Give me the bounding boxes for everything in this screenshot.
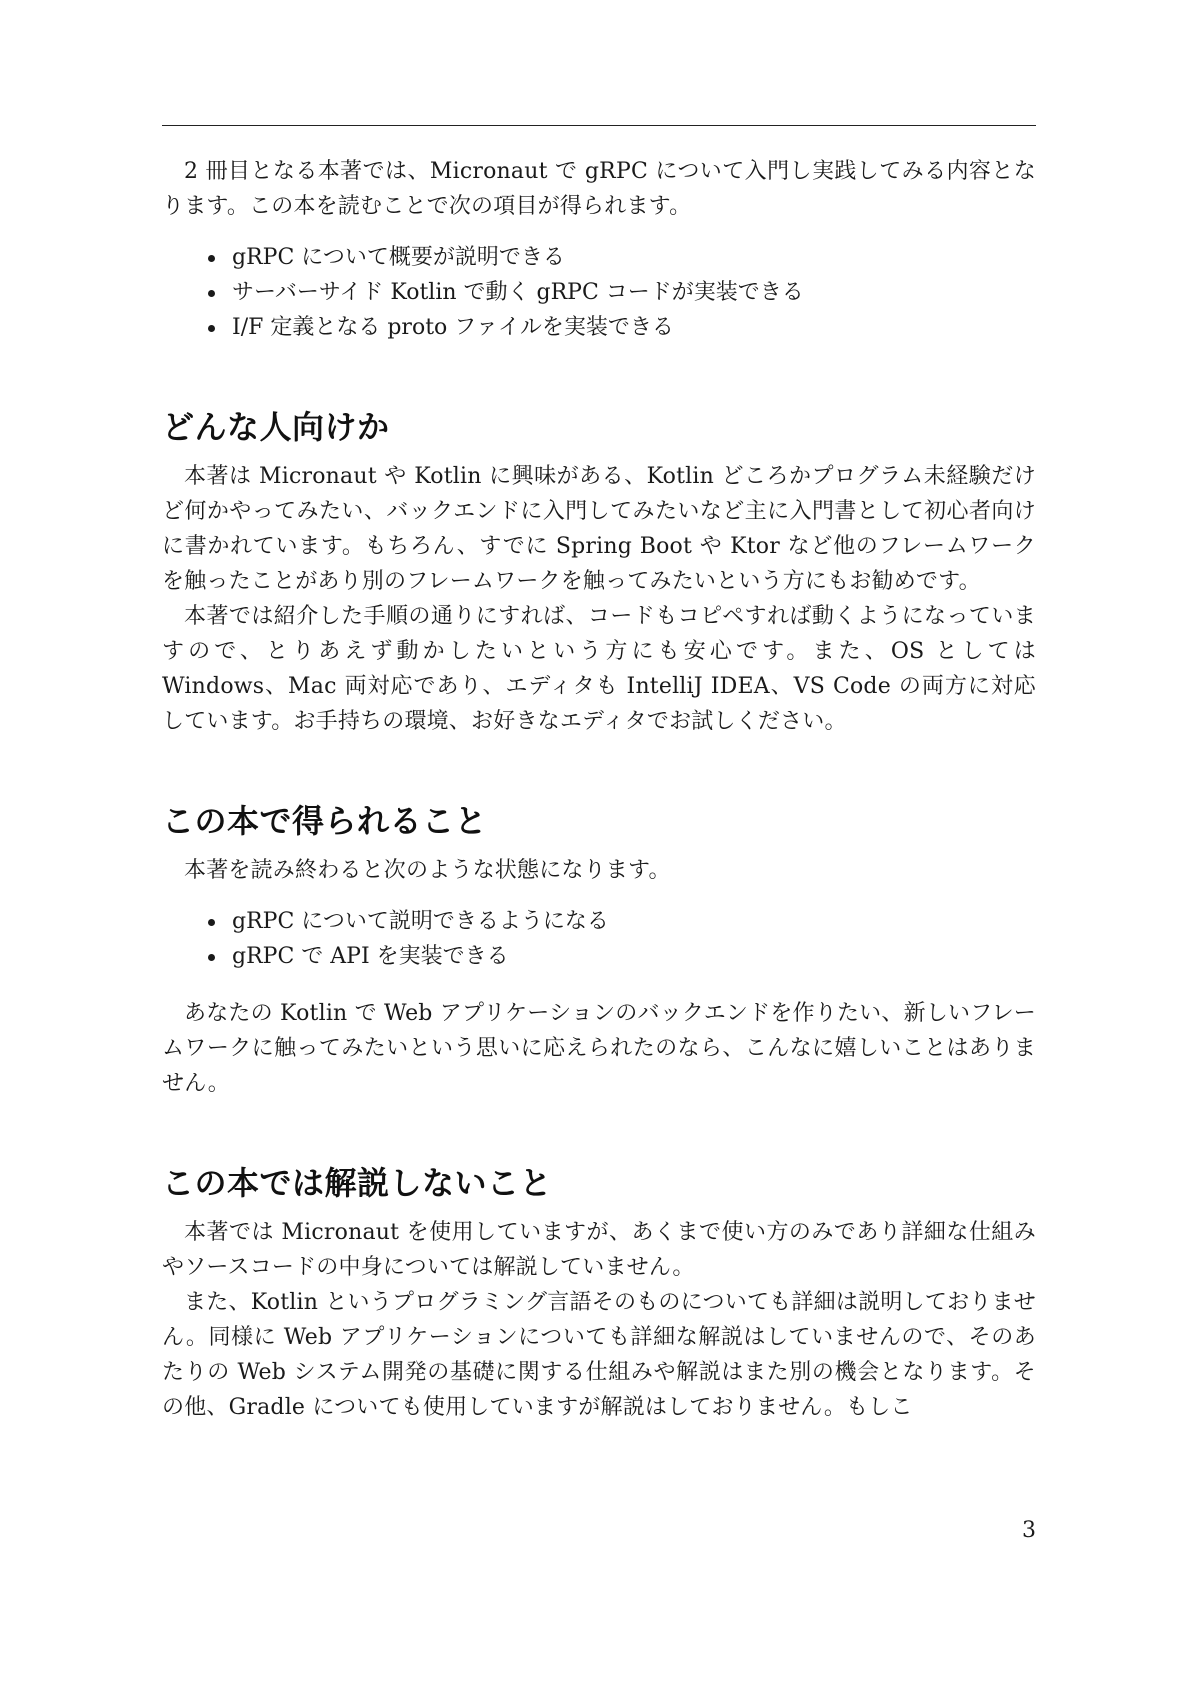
gains-closing-paragraph: あなたの Kotlin で Web アプリケーションのバックエンドを作りたい、新しいフレームワークに触ってみたいという思いに応えられたのなら、こんなに嬉しいことはありません。: [162, 1001, 1036, 1096]
document-page: [162, 0, 1036, 1684]
bullet-icon: [208, 325, 215, 332]
section-heading-audience: どんな人向けか: [162, 408, 390, 446]
list-item: [162, 904, 1036, 939]
list-item: [162, 240, 1036, 275]
not-covered-paragraph-1: 本著では Micronaut を使用していますが、あくまで使い方のみであり詳細な仕組みやソースコードの中身については解説していません。: [162, 1220, 1036, 1280]
bullet-icon: [208, 255, 215, 262]
list-item-text: サーバーサイド Kotlin で動く gRPC コードが実装できる: [232, 280, 804, 305]
audience-paragraph-1: 本著は Micronaut や Kotlin に興味がある、Kotlin どころかプログラム未経験だけど何かやってみたい、バックエンドに入門してみたいなど主に入門書として初心者向けに書かれています。もちろん、すでに Spring Boot や Ktor など他のフレームワークを触ったことがあり別のフレームワークを触ってみたいという方にもお勧めです。: [162, 464, 1036, 594]
header-rule: [162, 125, 1036, 126]
list-item: [162, 275, 1036, 310]
gains-bullet-list: [162, 904, 1036, 974]
list-item-text: gRPC で API を実装できる: [232, 944, 509, 969]
bullet-icon: [208, 290, 215, 297]
gains-lead-paragraph: 本著を読み終わると次のような状態になります。: [184, 858, 671, 883]
bullet-icon: [208, 919, 215, 926]
list-item: [162, 939, 1036, 974]
list-item: [162, 310, 1036, 345]
list-item-text: gRPC について説明できるようになる: [232, 909, 609, 934]
list-item-text: gRPC について概要が説明できる: [232, 245, 565, 270]
intro-bullet-list: [162, 240, 1036, 345]
bullet-icon: [208, 954, 215, 961]
page-number: 3: [1022, 1518, 1036, 1543]
audience-paragraph-2: 本著では紹介した手順の通りにすれば、コードもコピペすれば動くようになっていますので、とりあえず動かしたいという方にも安心です。また、OS としては Windows、Mac 両対応であり、エディタも IntelliJ IDEA、VS Code の両方に対応しています。お手持ちの環境、お好きなエディタでお試しください。: [162, 604, 1036, 734]
intro-paragraph: 2 冊目となる本著では、Micronaut で gRPC について入門し実践してみる内容となります。この本を読むことで次の項目が得られます。: [162, 159, 1036, 219]
section-heading-not-covered: この本では解説しないこと: [162, 1164, 553, 1202]
list-item-text: I/F 定義となる proto ファイルを実装できる: [232, 315, 674, 340]
page-content: [162, 154, 1036, 1425]
section-heading-gains: この本で得られること: [162, 802, 488, 840]
not-covered-paragraph-2: また、Kotlin というプログラミング言語そのものについても詳細は説明しておりません。同様に Web アプリケーションについても詳細な解説はしていませんので、そのあたりの Web システム開発の基礎に関する仕組みや解説はまた別の機会となります。その他、Gradle についても使用していますが解説はしておりません。もしこ: [162, 1290, 1036, 1420]
